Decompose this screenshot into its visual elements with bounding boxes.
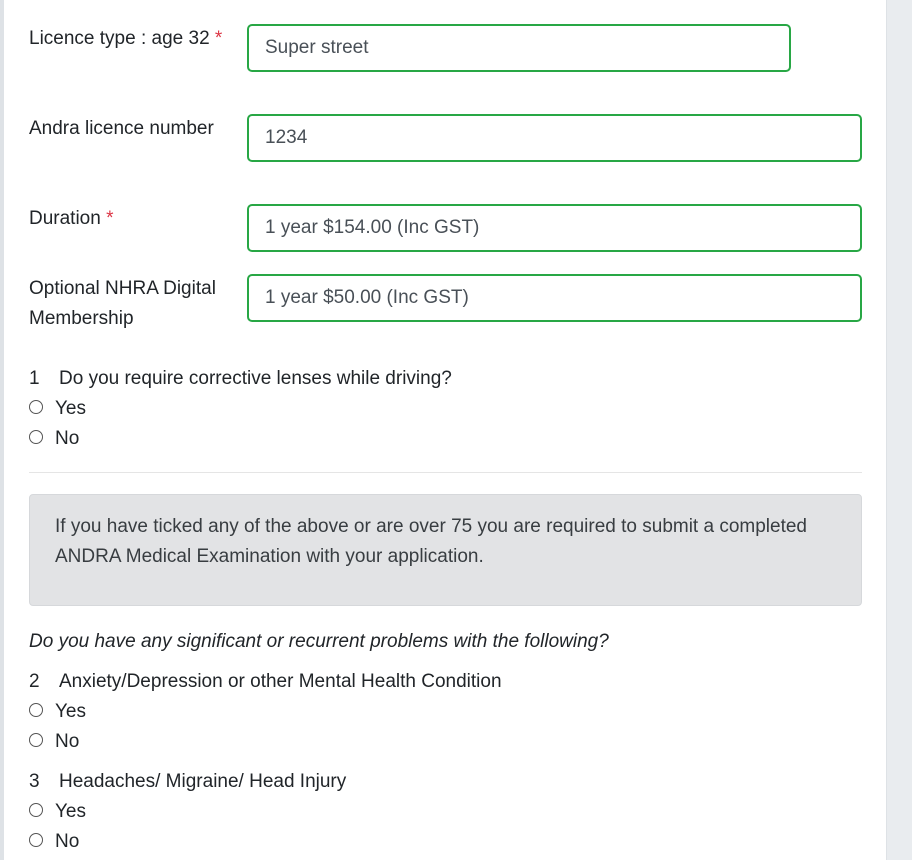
licence-type-label-text: Licence type : age 32 xyxy=(29,28,210,49)
radio-button[interactable] xyxy=(29,803,43,817)
option-label: Yes xyxy=(55,398,86,419)
option-label: Yes xyxy=(55,801,86,822)
question-text: Do you require corrective lenses while driving? xyxy=(59,368,452,389)
option-yes[interactable] xyxy=(29,394,862,424)
medical-notice: If you have ticked any of the above or are over 75 you are required to submit a completed ANDRA Medical Examination with your application. xyxy=(29,494,862,606)
section-divider xyxy=(29,472,862,473)
page-left-border xyxy=(0,0,4,860)
option-label: No xyxy=(55,731,80,752)
question-2 xyxy=(29,667,862,757)
required-marker: * xyxy=(214,28,223,49)
question-title xyxy=(29,667,862,697)
question-text: Headaches/ Migraine/ Head Injury xyxy=(59,771,347,792)
duration-label xyxy=(29,204,229,234)
radio-button[interactable] xyxy=(29,400,43,414)
radio-button[interactable] xyxy=(29,833,43,847)
option-yes[interactable] xyxy=(29,697,862,727)
question-1 xyxy=(29,364,862,454)
section-intro: Do you have any significant or recurrent problems with the following? xyxy=(29,631,609,652)
question-title xyxy=(29,767,862,797)
question-number: 2 xyxy=(29,671,40,692)
question-number: 3 xyxy=(29,771,40,792)
radio-button[interactable] xyxy=(29,703,43,717)
option-no[interactable] xyxy=(29,424,862,454)
question-number: 1 xyxy=(29,368,40,389)
option-no[interactable] xyxy=(29,727,862,757)
duration-select[interactable]: 1 year $154.00 (Inc GST) xyxy=(247,204,862,252)
nhra-membership-select[interactable]: 1 year $50.00 (Inc GST) xyxy=(247,274,862,322)
nhra-membership-label: Optional NHRA Digital Membership xyxy=(29,278,216,329)
duration-label-text: Duration xyxy=(29,208,101,229)
option-label: No xyxy=(55,428,80,449)
option-yes[interactable] xyxy=(29,797,862,827)
radio-button[interactable] xyxy=(29,733,43,747)
question-3 xyxy=(29,767,862,857)
page-right-gutter xyxy=(886,0,912,860)
question-text: Anxiety/Depression or other Mental Health Condition xyxy=(59,671,502,692)
option-label: No xyxy=(55,831,80,852)
licence-type-field[interactable]: Super street xyxy=(247,24,791,72)
option-label: Yes xyxy=(55,701,86,722)
andra-licence-number-field[interactable]: 1234 xyxy=(247,114,862,162)
andra-licence-number-label: Andra licence number xyxy=(29,118,214,139)
licence-type-label xyxy=(29,24,229,54)
question-title xyxy=(29,364,862,394)
required-marker: * xyxy=(106,208,114,229)
radio-button[interactable] xyxy=(29,430,43,444)
option-no[interactable] xyxy=(29,827,862,857)
